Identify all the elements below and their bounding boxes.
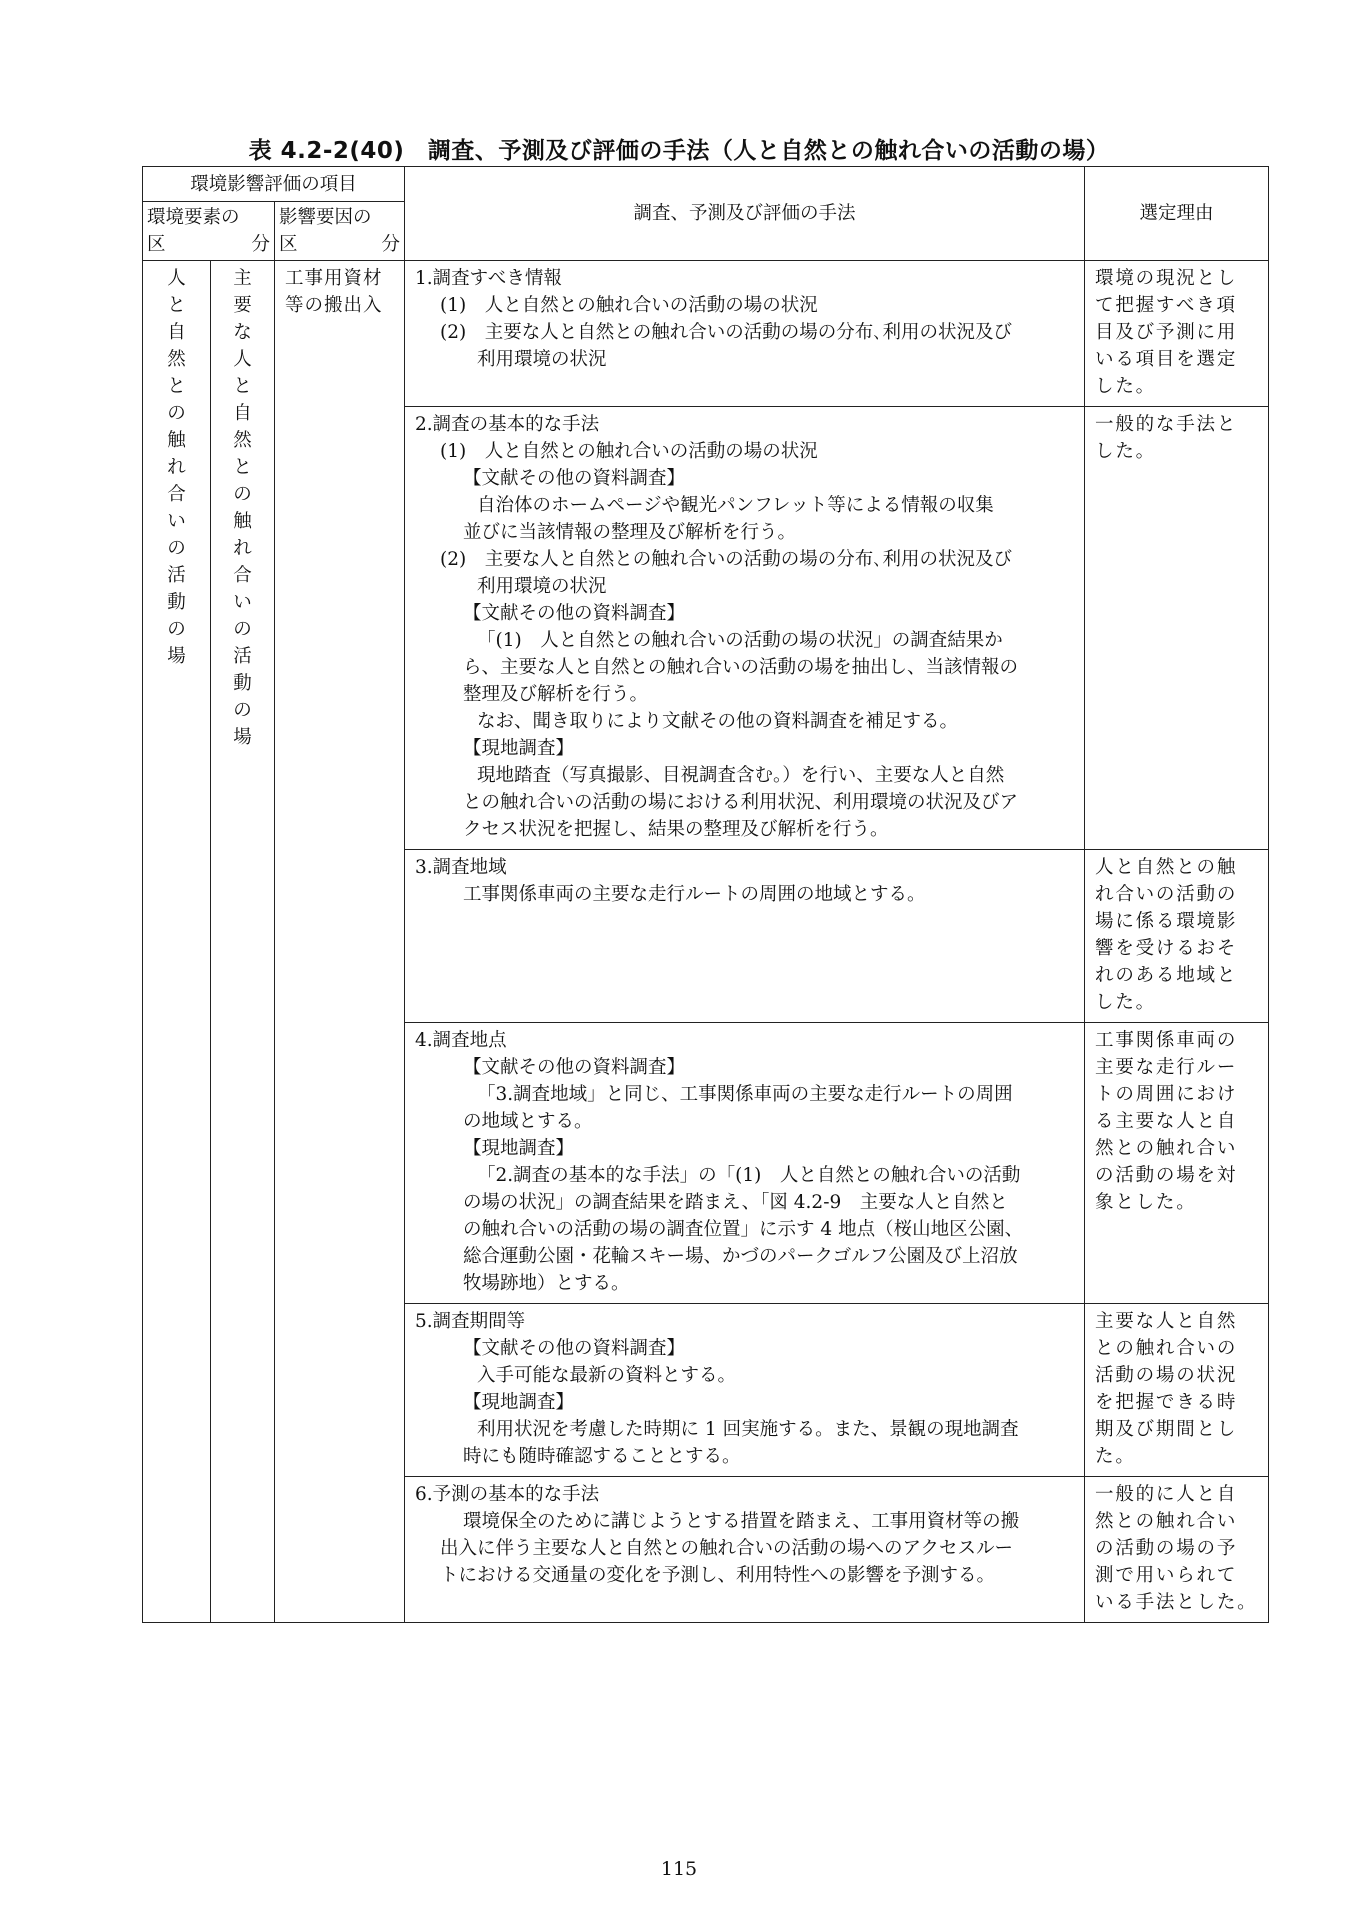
reason-cell-5: 主要な人と自然 との触れ合いの 活動の場の状況 を把握できる時 期及び期間とし た。 xyxy=(1085,1304,1269,1477)
header-item-group: 環境影響評価の項目 xyxy=(143,167,405,202)
element-category-vertical: 人 と 自 然 と の 触 れ 合 い の 活 動 の 場 xyxy=(143,261,211,1623)
reason-cell-6: 一般的に人と自 然との触れ合い の活動の場の予 測で用いられて いる手法とした。 xyxy=(1085,1477,1269,1623)
method-cell-6: 6.予測の基本的な手法 環境保全のために講じようとする措置を踏まえ、工事用資材等の搬 出入に伴う主要な人と自然との触れ合いの活動の場へのアクセスルー トにおける交通量の変化を予測し、利用特性への影響を予測する。 xyxy=(405,1477,1085,1623)
evaluation-methods-table xyxy=(142,166,1269,1623)
method-cell-5: 5.調査期間等 【文献その他の資料調査】 入手可能な最新の資料とする。 【現地調査】 利用状況を考慮した時期に 1 回実施する。また、景観の現地調査 時にも随時確認することとする。 xyxy=(405,1304,1085,1477)
reason-cell-2: 一般的な手法と した。 xyxy=(1085,407,1269,850)
page-number: 115 xyxy=(660,1858,698,1880)
reason-cell-1: 環境の現況とし て把握すべき項 目及び予測に用 いる項目を選定 した。 xyxy=(1085,261,1269,407)
method-cell-2: 2.調査の基本的な手法 (1) 人と自然との触れ合いの活動の場の状況 【文献その他の資料調査】 自治体のホームページや観光パンフレット等による情報の収集 並びに当該情報の整理及び解析を行う。 (2) 主要な人と自然との触れ合いの活動の場の分布､利用の状況及び 利用環境の状況 【文献その他の資料調査】 「(1) 人と自然との触れ合いの活動の場の状況」の調査結果か ら、主要な人と自然との触れ合いの活動の場を抽出し、当該情報の 整理及び解析を行う。 なお、聞き取りにより文献その他の資料調査を補足する。 【現地調査】 現地踏査（写真撮影、目視調査含む。）を行い、主要な人と自然 との触れ合いの活動の場における利用状況、利用環境の状況及びア クセス状況を把握し、結果の整理及び解析を行う。 xyxy=(405,407,1085,850)
table-row xyxy=(143,261,1269,407)
method-cell-4: 4.調査地点 【文献その他の資料調査】 「3.調査地域」と同じ、工事関係車両の主要な走行ルートの周囲 の地域とする。 【現地調査】 「2.調査の基本的な手法」の「(1) 人と自然との触れ合いの活動 の場の状況」の調査結果を踏まえ、「図 4.2-9 主要な人と自然と の触れ合いの活動の場の調査位置」に示す 4 地点（桜山地区公園、 総合運動公園・花輪スキー場、かづのパークゴルフ公園及び上沼放 牧場跡地）とする。 xyxy=(405,1023,1085,1304)
header-factor-line1: 影響要因の xyxy=(279,207,372,228)
reason-cell-3: 人と自然との触 れ合いの活動の 場に係る環境影 響を受けるおそ れのある地域と した。 xyxy=(1085,850,1269,1023)
header-factor-line2: 区 分 xyxy=(279,234,401,255)
header-element-line1: 環境要素の xyxy=(147,207,240,228)
header-method: 調査、予測及び評価の手法 xyxy=(405,167,1085,261)
method-cell-3: 3.調査地域 工事関係車両の主要な走行ルートの周囲の地域とする。 xyxy=(405,850,1085,1023)
impact-factor: 工事用資材 等の搬出入 xyxy=(275,261,405,1623)
header-element-line2: 区 分 xyxy=(147,234,270,255)
element-subcategory-vertical: 主 要 な 人 と 自 然 と の 触 れ 合 い の 活 動 の 場 xyxy=(211,261,275,1623)
method-cell-1: 1.調査すべき情報 (1) 人と自然との触れ合いの活動の場の状況 (2) 主要な人と自然との触れ合いの活動の場の分布､利用の状況及び 利用環境の状況 xyxy=(405,261,1085,407)
reason-cell-4: 工事関係車両の 主要な走行ルー トの周囲におけ る主要な人と自 然との触れ合い の活動の場を対 象とした。 xyxy=(1085,1023,1269,1304)
header-reason: 選定理由 xyxy=(1085,167,1269,261)
table-title: 表 4.2-2(40) 調査、予測及び評価の手法（人と自然との触れ合いの活動の場） xyxy=(248,138,1110,164)
header-factor-category xyxy=(275,202,405,261)
header-element-category xyxy=(143,202,275,261)
header-row-1 xyxy=(143,167,1269,202)
